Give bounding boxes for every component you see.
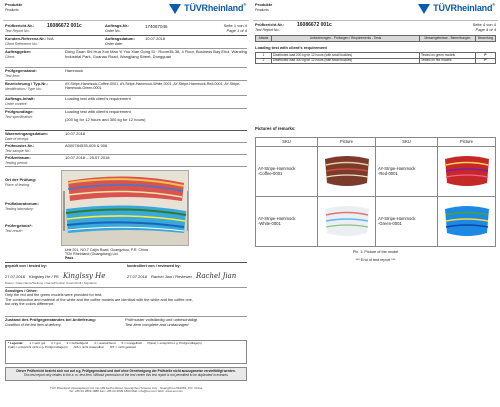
identification-row: Bezeichnung / Typ-Nr.: Identification / Type No.: AY-Stripe-Hammock-Coffee-0001, AY-Stripe-Hammock-White-0001, AY-Stripe-Hammock-Red-0001, AY-Stripe-Hammock-Green-0001 <box>5 81 241 91</box>
client-row: Auftraggeber: Client: Dong Guan Shi Hua Xun Mao Yi You Xian Gong Si · Room35-38, 4 Floor, Business Bay Ehui, Wanxing Industrial Park, Guanao Road, Wangjiang Street, Dongguan <box>5 50 247 70</box>
end-of-report: *** End of test report *** <box>355 258 396 262</box>
page-header <box>3 2 249 21</box>
requirements-table: Absatz Anforderungen - Prüfungen / Requirements - Tests Messergebnisse - Bemerkungen Bewertung <box>255 35 496 42</box>
pictures-title: Pictures of remarks: <box>255 126 296 131</box>
table-row: AY-Stripe-Hammock -Coffee-0001 AY-Stripe-Hammock -Red-0001 <box>256 147 496 197</box>
header-de: Produkte <box>5 2 23 7</box>
tuv-triangle-icon <box>418 4 430 14</box>
client-value: Dong Guan Shi Hua Xun Mao Yi You Xian Gong Si · Room35-38, 4 Floor, Business Bay Ehui, Wanxing Industrial Park, Guanao Road, Wangjiang Street, Dongguan <box>65 49 247 59</box>
report-no-value: 16086672 001c <box>297 22 332 28</box>
pictures-table: SKU Picture SKU Picture AY-Stripe-Hammock -Coffee-0001 AY-Stripe-Hammock -Red-0001 AY-Stripe-Hammock -White-0001 AY-Stripe-Hammock -Green-0001 <box>255 137 496 247</box>
other-section: Sonstiges / Other: Only the red and the green models were provided for test. The construction and material of the white and the coffee models are identical with the white and the coffee one, but only the colors difference. <box>5 289 193 307</box>
lab-row: Prüflaboratorium: Testing laboratory: <box>5 201 39 211</box>
test-spec-row: Prüfgrundlage: Test specification: Loading test with client's requirement (200 kg for 12 hours and 300 kg for 12 hours) <box>5 109 146 122</box>
section-title: Loading test with client's requirement <box>255 45 327 50</box>
page-header: Produkte Products TÜVRheinland® <box>253 2 498 21</box>
report-page-4 <box>253 2 498 404</box>
order-no-value: 174087046 <box>145 24 168 29</box>
report-no-row: Prüfbericht-Nr.: Test Report No.: 16086672 001c Auftrags-Nr.: Order No.: 174087046 Seite 1 von 4 Page 1 of 4 <box>5 23 247 33</box>
legend-box: * Legende: 1 = sehr gut 2 = gut 3 = befriedigend 4 = ausreichend 5 = mangelhaft P(ass) = entspricht o.g. Prüfgrundlage(n) F(ail) = entspricht nicht o.g. Prüfgrundlage(n) N/A = nicht anwendbar N/T = nicht getestet <box>5 340 247 364</box>
tuv-logo-text: TÜVRheinland® <box>433 2 495 14</box>
white-hammock-image <box>318 197 376 247</box>
disclaimer: Dieser Prüfbericht bezieht sich nur auf o.g. Prüfgegenstand und darf ohne Genehmigung der Prüfstelle nicht auszugsweise vervielfältigt werden. This test report only relates to the a. m. test item. Without permission of the test center this test report is not permitted to be duplicated in extracts. <box>5 367 247 381</box>
tuv-triangle-icon <box>169 4 181 14</box>
table-row: 1 Distributed load 200 kg for 12 hours (with small buckles) Tested on green models P <box>256 53 496 59</box>
table-row: 2 Distributed load 300 kg for 12 hours (with small buckles) Tested on red models P <box>256 58 496 64</box>
table-row: AY-Stripe-Hammock -White-0001 AY-Stripe-Hammock -Green-0001 <box>256 197 496 247</box>
tuv-logo-text: TÜVRheinland® <box>184 2 246 14</box>
condition-row: Zustand des Prüfgegenstandes bei Anlieferung: Condition of the test item at delivery: Prüfmuster vollständig und unbeschädigt Test item complete and undamaged <box>5 317 198 327</box>
tested-by-block: 27.07.2018 Kingsley He / PE Kinglssy He <box>5 272 106 280</box>
client-ref-row: Kunden-Referenz-Nr.: Client Reference No.: N/A Auftragsdatum: Order date: 10.07.2018 <box>5 36 166 46</box>
reviewed-by-block: 27.07.2018 Rachel Jian / Reviewer Rachel Jian <box>127 272 237 280</box>
picture-caption: Pic. 1: Picture of the model <box>352 250 399 254</box>
result-row: Prüfergebnis*: Test result*: <box>5 223 33 233</box>
sample-no-row: Prüfmuster-Nr.: Test sample No.: A000784535-005 & 006 <box>5 143 108 153</box>
tuv-logo <box>418 3 495 14</box>
header-en: Products <box>5 8 19 12</box>
coffee-hammock-image <box>318 147 376 197</box>
tuv-logo <box>169 3 246 14</box>
test-period-row: Prüfzeitraum: Testing period: 10.07.2018 – 25.07.2018 <box>5 155 110 165</box>
reviewer-signature: Rachel Jian <box>195 272 237 280</box>
place-row: Ort der Prüfung: Place of testing: <box>5 177 37 187</box>
tester-signature: Kinglssy He <box>63 272 106 280</box>
page-footer: TÜV Rheinland (Guangdong) Ltd. No.199 Kezhu Road, Guangzhou Science City · Guangzhou 510663, P.R. China Tel: +86 20 2839 1888 Fax: +86 20 2839 1800 Mail: info@tuv.com Web: www.tuv.com <box>49 386 203 394</box>
red-hammock-image <box>438 147 496 197</box>
green-hammock-image <box>438 197 496 247</box>
test-results-table <box>255 52 496 64</box>
receipt-row: Wareneingangsdatum: Date of receipt: 10.07.2018 <box>5 131 86 141</box>
order-content-row: Auftrags-Inhalt: Order content: Loading test with client's requirement <box>5 96 131 106</box>
report-page-1: Produkte Products TÜVRheinland® Prüfbericht-Nr.: Test Report No.: 16086672 001c Auftrags-Nr.: Order No.: 174087046 Seite 1 von 4 Page 1 of 4 Kunden-Referenz-Nr.: Client Reference No.: N/A Auftragsdatum: Order date: 10.07.2018 Auftraggeber: Client: Dong Guan Shi Hua Xun Mao Yi You Xian Gong Si · Room35-38, 4 Floor, Business Bay Ehui, Wanxing Industrial Park, Guanao Road, Wangjiang Street, Dongguan Prüfgegenstand: Test item: Hammock Bezeichnung / Typ-Nr.: Identification / Type No.: AY-Stripe-Hammock-Coffee-0001, AY-Stripe-Hammock-White-0001, AY-Stripe-Hammock-Red-0001, AY-Stripe-Hammock-Green-0001 Auftrags-Inhalt: Order content: Loading test with client's requirement Prüfgrundlage: Test specification: Loading test with client's requirement (200 kg for 12 hours and 300 kg for 12 hours) Wareneingangsdatum: Date of receipt: 10.07.2018 Prüfmuster-Nr.: Test sample No.: A000784535-005 & 006 Prüfzeitraum: Testing period: 10.07.2018 – 25.07.2018 Ort der Prüfung: Place of testing: Prüflaboratorium: Testing laboratory: Prüfergebnis*: Test result*: Unit 201, NO.7 Caijin Road, Guangzhou, P.R. China TÜV Rheinland (Guangdong) Ltd. Pass geprüft von / tested by: kontrolliert von / reviewed by: 27.07.2018 Kingsley He / PE Kinglssy He 27.07.2018 Rachel Jian / Reviewer Rachel Jian Datum / Date Name/Stellung / Name/Position Unterschrift / Signature Sonstiges / Other: Only the red and the green models were provided for test. The construction and material of the white and the coffee models are identical with the white and the coffee one, but only the colors difference. Zustand des Prüfgegenstandes bei Anlieferung: Condition of the test item at delivery: Prüfmuster vollständig und unbeschädigt Test item complete and undamaged * Legende: 1 = sehr gut 2 = gut 3 = befriedigend 4 = ausreichend 5 = mangelhaft P(ass) = entspricht o.g. Prüfgrundlage(n) F(ail) = entspricht nicht o.g. Prüfgrundlage(n) N/A = nicht anwendbar N/T = nicht getestet Dieser Prüfbericht bezieht sich nur auf o.g. Prüfgegenstand und darf ohne Genehmigung der Prüfstelle nicht auszugsweise vervielfältigt werden. This test report only relates to the a. m. test item. Without permission of the test center this test report is not permitted to be duplicated in extracts. TÜV Rheinland (Guangdong) Ltd. No.199 Kezhu Road, Guangzhou Science City · Guangzhou 510663, P.R. China Tel: +86 20 2839 1888 Fax: +86 20 2839 1800 Mail: info@tuv.com Web: www.tuv.com <box>3 2 249 404</box>
report-no-row: Prüfbericht-Nr.: Test Report No.: 16086672 001c Seite 4 von 4 Page 4 of 4 <box>255 22 496 32</box>
test-item-row: Prüfgegenstand: Test item: Hammock <box>5 68 84 78</box>
report-no-value: 16086672 001c <box>47 23 82 29</box>
place-lab-result-values: Unit 201, NO.7 Caijin Road, Guangzhou, P.R. China TÜV Rheinland (Guangdong) Ltd. Pass <box>65 248 148 261</box>
